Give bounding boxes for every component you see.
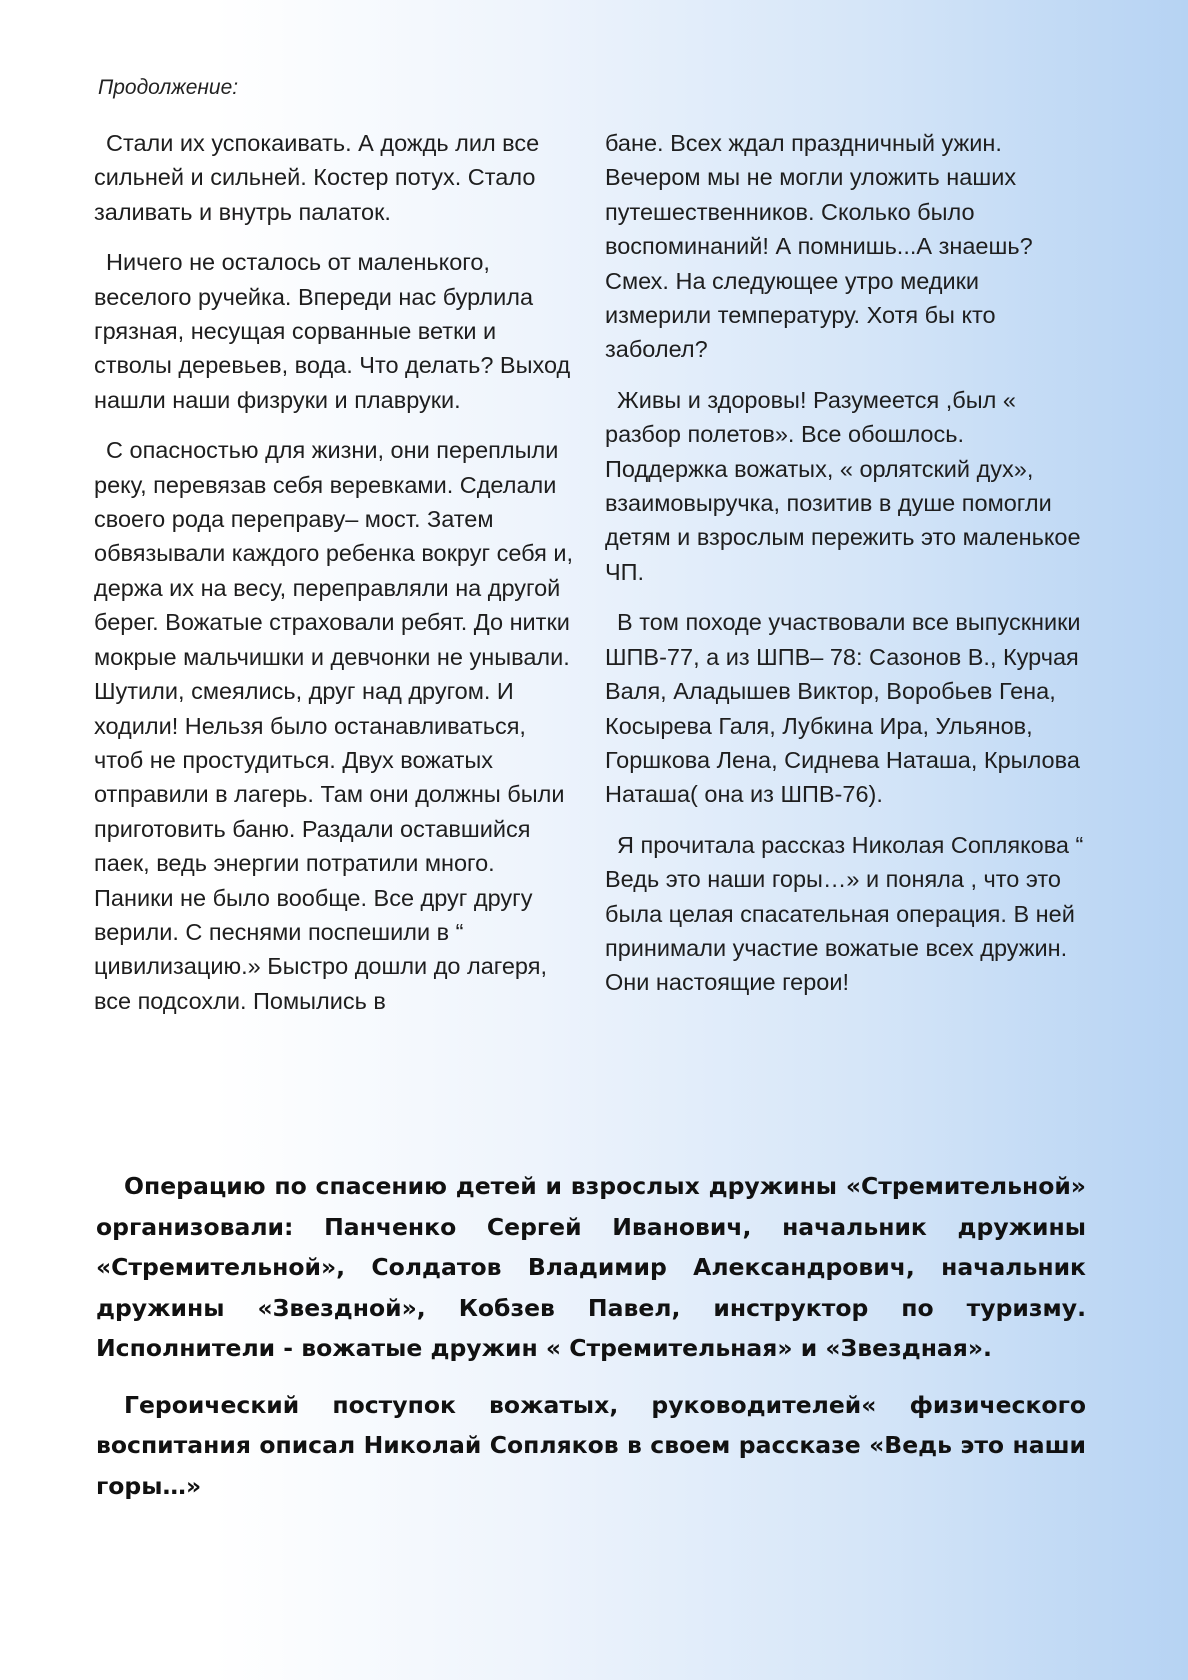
bottom-summary — [96, 1166, 1086, 1522]
left-column — [94, 126, 574, 1034]
summary-paragraph: Операцию по спасению детей и взрослых дружины «Стремительной» организовали: Панченко Сергей Иванович, начальник дружины «Стремительной», Солдатов Владимир Александрович, начальник дружины «Звездной», Кобзев Павел, инструктор по туризму. Исполнители - вожатые дружин « Стремительная» и «Звездная». — [96, 1172, 1086, 1362]
summary-paragraph: Героический поступок вожатых, руководителей« физического воспитания описал Николай Сопляков в своем рассказе «Ведь это наши горы…» — [96, 1390, 1086, 1500]
paragraph: бане. Всех ждал праздничный ужин. Вечером мы не могли уложить наших путешественников. Сколько было воспоминаний! А помнишь...А знаешь? Смех. На следующее утро медики измерили температуру. Хотя бы кто заболел? — [605, 130, 1033, 363]
paragraph: Ничего не осталось от маленького, веселого ручейка. Впереди нас бурлила грязная, несущая сорванные ветки и стволы деревьев, вода. Что делать? Выход нашли наши физруки и плавруки. — [94, 249, 571, 413]
paragraph: С опасностью для жизни, они переплыли реку, перевязав себя веревками. Сделали своего рода переправу– мост. Затем обвязывали каждого ребенка вокруг себя и, держа их на весу, переправляли на другой берег. Вожатые страховали ребят. До нитки мокрые мальчишки и девчонки не унывали. Шутили, смеялись, друг над другом. И ходили! Нельзя было останавливаться, чтоб не простудиться. Двух вожатых отправили в лагерь. Там они должны были приготовить баню. Раздали оставшийся паек, ведь энергии потратили много. Паники не было вообще. Все друг другу верили. С песнями поспешили в “ цивилизацию.» Быстро дошли до лагеря, все подсохли. Помылись в — [94, 437, 573, 1014]
right-column — [605, 126, 1085, 1016]
paragraph: Живы и здоровы! Разумеется ,был « разбор полетов». Все обошлось. Поддержка вожатых, « орлятский дух», взаимовыручка, позитив в душе помогли детям и взрослым пережить это маленькое ЧП. — [605, 386, 1081, 585]
paragraph: Я прочитала рассказ Николая Соплякова “ Ведь это наши горы…» и поняла , что это была целая спасательная операция. В ней принимали участие вожатые всех дружин. Они настоящие герои! — [605, 831, 1084, 996]
paragraph: Стали их успокаивать. А дождь лил все сильней и сильней. Костер потух. Стало заливать и внутрь палаток. — [94, 130, 540, 225]
paragraph: В том походе участвовали все выпускники ШПВ-77, а из ШПВ– 78: Сазонов В., Курчая Валя, Аладышев Виктор, Воробьев Гена, Косырева Галя, Лубкина Ира, Ульянов, Горшкова Лена, Сиднева Наташа, Крылова Наташа( она из ШПВ-76). — [605, 609, 1081, 808]
continued-label: Продолжение: — [98, 76, 239, 99]
